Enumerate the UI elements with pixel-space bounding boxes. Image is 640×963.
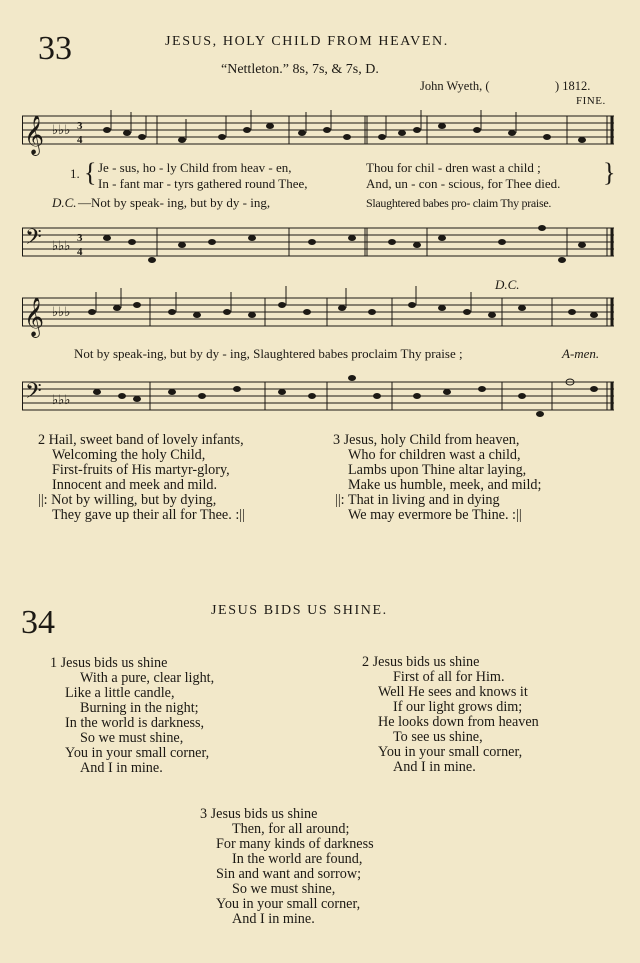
verse-line: Welcoming the holy Child, — [52, 447, 206, 463]
verse-line: And I in mine. — [232, 911, 315, 927]
verse-line: Sin and want and sorrow; — [216, 866, 362, 882]
dc-mark: D.C. — [495, 277, 520, 292]
verse-line: With a pure, clear light, — [80, 670, 215, 686]
treble-staff-2 — [22, 290, 617, 336]
lyric-line-2b: And, un - con - scious, for Thee died. — [366, 176, 561, 191]
svg-text:♭♭♭: ♭♭♭ — [52, 392, 71, 407]
fine-mark: FINE. — [576, 95, 606, 107]
lyric-line-3a: —Not by speak- ing, but by dy - ing, — [78, 195, 271, 210]
bass-staff-1 — [22, 220, 617, 266]
verse-line: You in your small corner, — [378, 744, 523, 760]
verse-line: 3 Jesus, holy Child from heaven, — [333, 432, 520, 448]
svg-text:3: 3 — [77, 232, 83, 244]
verse-line: To see us shine, — [393, 729, 483, 745]
verse-line: We may evermore be Thine. :|| — [348, 507, 522, 523]
verse-line: 1 Jesus bids us shine — [50, 655, 168, 671]
verse-line: You in your small corner, — [216, 896, 361, 912]
svg-text:♭♭♭: ♭♭♭ — [52, 304, 71, 319]
stanza-marker: 1. — [70, 166, 80, 181]
verse-line: ||: Not by willing, but by dying, — [38, 492, 217, 508]
svg-text:♭♭♭: ♭♭♭ — [52, 122, 71, 137]
year: ) 1812. — [555, 79, 591, 93]
verse-line: Well He sees and knows it — [378, 684, 528, 700]
verse-line: ||: That in living and in dying — [335, 492, 500, 508]
verse-line: For many kinds of darkness — [216, 836, 374, 852]
svg-text:4: 4 — [77, 246, 83, 258]
lyric-line-1a: Je - sus, ho - ly Child from heav - en, — [98, 160, 292, 175]
verse-line: And I in mine. — [80, 760, 163, 776]
brace-right: } — [603, 158, 616, 187]
author: John Wyeth, ( — [420, 79, 490, 93]
amen: A-men. — [562, 346, 600, 361]
verse-line: He looks down from heaven — [378, 714, 539, 730]
verse-line: Who for children wast a child, — [348, 447, 521, 463]
verse-line: They gave up their all for Thee. :|| — [52, 507, 245, 523]
svg-text:♭♭♭: ♭♭♭ — [52, 238, 71, 253]
verse-line: Burning in the night; — [80, 700, 199, 716]
verse-line: And I in mine. — [393, 759, 476, 775]
verse-line: In the world are found, — [232, 851, 363, 867]
bass-staff-2 — [22, 374, 617, 420]
verse-line: Innocent and meek and mild. — [52, 477, 218, 493]
verse-line: 2 Hail, sweet band of lovely infants, — [38, 432, 244, 448]
lyric-line-2a: In - fant mar - tyrs gathered round Thee, — [98, 176, 308, 191]
verse-line: So we must shine, — [80, 730, 184, 746]
treble-staff-1 — [22, 108, 617, 154]
verse-line: Like a little candle, — [65, 685, 175, 701]
verse-line: So we must shine, — [232, 881, 336, 897]
dc-label: D.C. — [52, 195, 77, 210]
verse-line: 2 Jesus bids us shine — [362, 654, 480, 670]
verse-line: First-fruits of His martyr-glory, — [52, 462, 230, 478]
lyric-line-1b: Thou for chil - dren wast a child ; — [366, 160, 541, 175]
lyric-line-3b: Slaughtered babes pro- claim Thy praise. — [366, 196, 552, 210]
svg-text:𝄞: 𝄞 — [24, 115, 45, 155]
verse-line: Lambs upon Thine altar laying, — [348, 462, 527, 478]
verse-line: In the world is darkness, — [65, 715, 205, 731]
tune-name: “Nettleton.” 8s, 7s, & 7s, D. — [221, 62, 379, 77]
verse-line: Then, for all around; — [232, 821, 350, 837]
verse-line: 3 Jesus bids us shine — [200, 806, 318, 822]
svg-text:4: 4 — [77, 134, 83, 146]
svg-text:𝄞: 𝄞 — [24, 297, 45, 337]
verse-line: First of all for Him. — [393, 669, 505, 685]
svg-text:𝄢: 𝄢 — [25, 225, 42, 255]
verse-line: If our light grows dim; — [393, 699, 523, 715]
hymn-title-33: JESUS, HOLY CHILD FROM HEAVEN. — [165, 34, 449, 49]
lyric-system-2: Not by speak-ing, but by dy - ing, Slaughtered babes proclaim Thy praise ; — [74, 346, 463, 361]
hymn-number-33: 33 — [38, 30, 72, 67]
svg-text:𝄢: 𝄢 — [25, 379, 42, 409]
verse-line: You in your small corner, — [65, 745, 210, 761]
verse-line: Make us humble, meek, and mild; — [348, 477, 542, 493]
hymn-title-34: JESUS BIDS US SHINE. — [211, 603, 388, 618]
brace-left: { — [84, 158, 97, 187]
hymn-number-34: 34 — [21, 604, 55, 641]
svg-text:3: 3 — [77, 120, 83, 132]
